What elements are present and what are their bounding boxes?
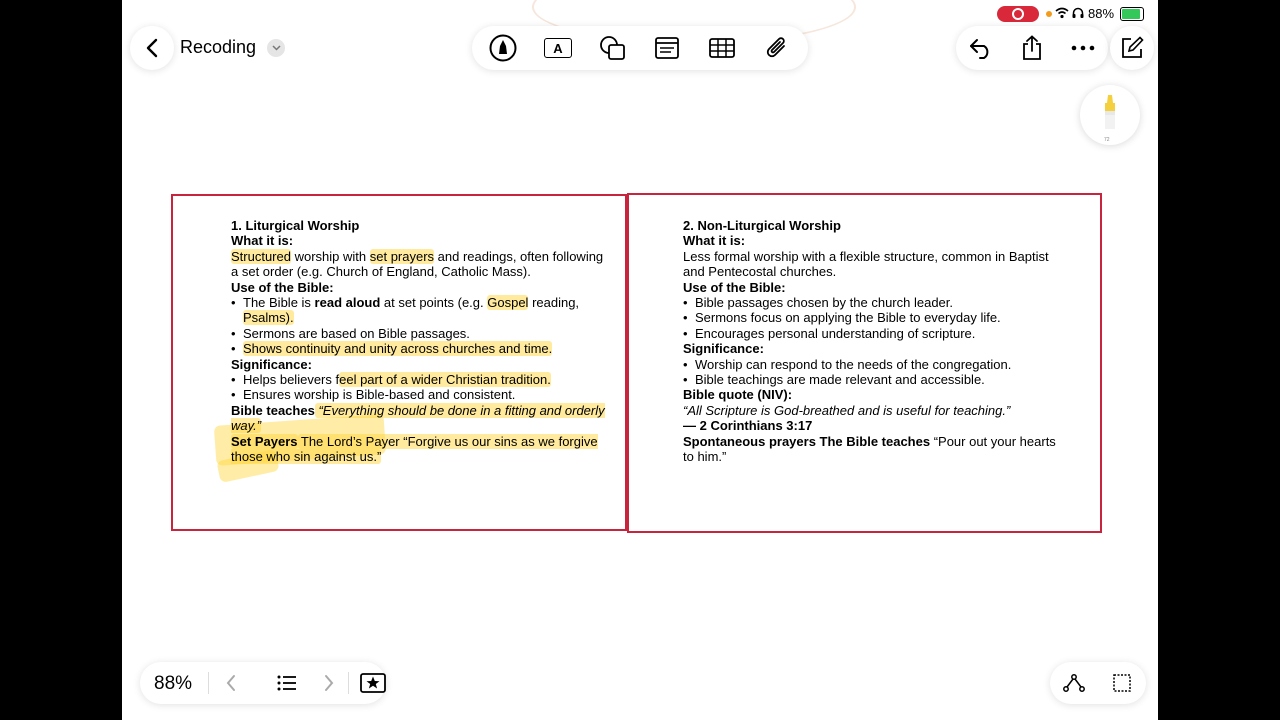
lasso-button[interactable] (1059, 668, 1089, 698)
paperclip-icon (766, 35, 788, 61)
orange-dot-icon (1046, 11, 1052, 17)
more-button[interactable] (1061, 26, 1105, 70)
set-payers (231, 434, 606, 465)
text-span: “Pour out your hearts to him.” (683, 433, 1056, 465)
use-label: Use of the Bible: (683, 279, 786, 295)
list-item: • Bible passages chosen by the church leader. (683, 295, 1068, 310)
chevron-left-icon (146, 38, 158, 58)
list-item (231, 295, 606, 326)
divider (348, 672, 349, 694)
page-list-button[interactable] (275, 672, 299, 694)
note-title[interactable]: Recoding (180, 37, 257, 57)
list-item: • Worship can respond to the needs of the congregation. (683, 357, 1068, 372)
highlighted-text: eel part of a wider Christian tradition. (339, 372, 551, 388)
headphones-icon (1072, 7, 1084, 19)
text-span: The Bible is (243, 295, 315, 311)
title-menu-button[interactable] (267, 39, 285, 57)
compose-button[interactable] (1110, 26, 1154, 70)
nodes-icon (1063, 674, 1085, 692)
text-box-icon: A (544, 38, 572, 58)
floating-pen-tool[interactable] (1080, 85, 1140, 145)
undo-button[interactable] (959, 26, 1003, 70)
tools-toolbar (472, 26, 808, 70)
recording-indicator (997, 6, 1039, 22)
pen-circle-icon (489, 34, 517, 62)
grid-icon (1113, 674, 1131, 692)
battery-icon (1120, 7, 1144, 21)
zoom-level[interactable]: 88% (154, 673, 193, 694)
bold-text: read aloud (314, 295, 381, 311)
highlighted-text: The Lord’s Payer “Forgive us our sins as we forgive those who sin against us.” (231, 433, 598, 465)
wifi-icon (1055, 7, 1069, 19)
text-span: at set points (e.g. (380, 295, 488, 311)
text-span: worship with (290, 248, 370, 264)
note-canvas (122, 0, 1158, 720)
bold-text: Spontaneous prayers The Bible teaches (683, 433, 931, 449)
highlighted-text: Shows continuity and unity across churches and time. (243, 341, 553, 357)
liturgical-worship-text (231, 218, 606, 465)
page-navigation-bar (140, 662, 386, 704)
divider (208, 672, 209, 694)
use-label: Use of the Bible: (231, 279, 334, 295)
attachment-button[interactable] (755, 26, 799, 70)
list-item: • Ensures worship is Bible-based and consistent. (231, 387, 606, 402)
chevron-right-icon (324, 674, 334, 692)
list-item (231, 372, 606, 387)
bible-teaches (231, 403, 606, 434)
quote-reference: — 2 Corinthians 3:17 (683, 418, 813, 434)
shapes-icon (599, 35, 627, 61)
section-title: 2. Non-Liturgical Worship (683, 218, 841, 233)
text-span: and readings, often following a set order (e.g. Church of England, Catholic Mass). (231, 248, 604, 280)
share-button[interactable] (1010, 26, 1054, 70)
spontaneous-prayers (683, 434, 1068, 465)
star-icon (360, 673, 386, 693)
list-item (231, 341, 606, 356)
section-title: 1. Liturgical Worship (231, 218, 360, 233)
what-text: Less formal worship with a flexible structure, common in Baptist and Pentecostal churches. (683, 248, 1049, 280)
quote-text: “All Scripture is God-breathed and is useful for teaching.” (683, 402, 1011, 418)
highlighter-icon (1102, 95, 1118, 129)
bold-text: Set Payers (231, 433, 298, 449)
what-label: What it is: (231, 233, 294, 249)
favorite-button[interactable] (360, 672, 386, 694)
ellipsis-icon (1071, 45, 1095, 51)
quote-label: Bible quote (NIV): (683, 387, 793, 403)
what-text (231, 249, 606, 280)
shapes-button[interactable] (591, 26, 635, 70)
highlighted-text: Gospel (487, 295, 529, 311)
compose-icon (1120, 36, 1144, 60)
bold-text: Bible teaches (231, 402, 315, 418)
text-box-button[interactable] (536, 26, 580, 70)
pen-size-label: 72 (1104, 137, 1110, 143)
list-item: • Sermons are based on Bible passages. (231, 326, 606, 341)
significance-label: Significance: (231, 356, 312, 372)
quote-text: “Everything should be done in a fitting and orderly way.” (231, 402, 605, 434)
note-icon (655, 37, 679, 59)
share-icon (1021, 35, 1043, 61)
highlighted-text: set prayers (369, 248, 435, 264)
previous-page-button[interactable] (220, 672, 242, 694)
chevron-left-icon (226, 674, 236, 692)
grid-view-button[interactable] (1107, 668, 1137, 698)
highlighted-text: Structured (231, 248, 291, 264)
text-span: reading, (528, 295, 580, 311)
text-span: Helps believers f (243, 372, 340, 388)
list-item: • Bible teachings are made relevant and accessible. (683, 372, 1068, 387)
next-page-button[interactable] (318, 672, 340, 694)
actions-toolbar (956, 26, 1108, 70)
record-icon (1012, 8, 1024, 20)
pen-tool-button[interactable] (481, 26, 525, 70)
non-liturgical-worship-text (683, 218, 1068, 465)
sticky-note-button[interactable] (645, 26, 689, 70)
list-icon (277, 675, 297, 691)
view-toolbar (1050, 662, 1146, 704)
battery-percentage: 88% (1088, 6, 1115, 21)
significance-label: Significance: (683, 341, 764, 357)
table-icon (709, 38, 735, 58)
highlighted-text: Psalms). (243, 310, 294, 326)
what-label: What it is: (683, 233, 746, 249)
undo-icon (968, 37, 994, 59)
back-button[interactable] (130, 26, 174, 70)
chevron-down-icon (272, 45, 281, 51)
list-item: • Encourages personal understanding of scripture. (683, 326, 1068, 341)
table-button[interactable] (700, 26, 744, 70)
battery-level (1122, 9, 1140, 19)
list-item: • Sermons focus on applying the Bible to everyday life. (683, 310, 1068, 325)
